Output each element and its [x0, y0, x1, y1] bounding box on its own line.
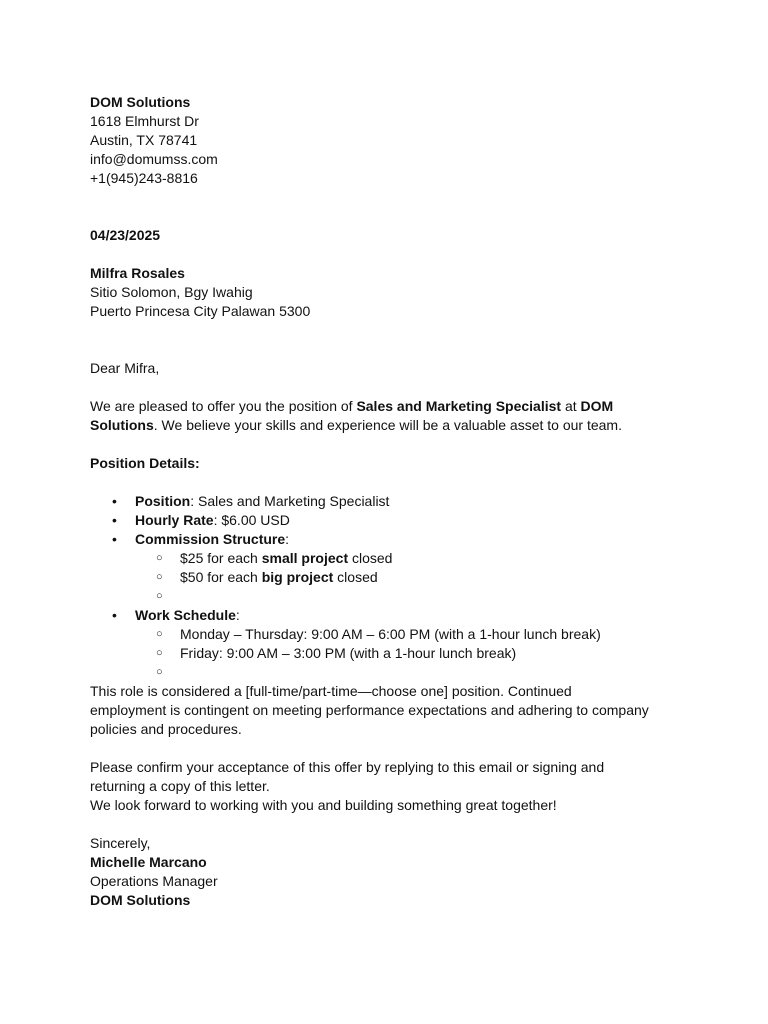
confirm-line-1: Please confirm your acceptance of this offer by replying to this email or signing and [90, 759, 605, 775]
role-paragraph [90, 682, 690, 739]
signer-title: Operations Manager [90, 873, 218, 889]
commission-big-text-c: closed [333, 569, 378, 585]
intro-company-b: Solutions [90, 417, 154, 433]
role-line-2: employment is contingent on meeting performance expectations and adhering to company [90, 702, 649, 718]
letter-date: 04/23/2025 [90, 227, 161, 243]
intro-text-2: at [561, 398, 581, 414]
sender-email: info@domumss.com [90, 151, 218, 167]
commission-big-text-b: big project [261, 569, 334, 585]
details-heading: Position Details: [90, 455, 200, 471]
look-forward-line: We look forward to working with you and building something great together! [90, 797, 557, 813]
commission-small-text-a: $25 for each [180, 550, 262, 566]
recipient-address-line-1: Sitio Solomon, Bgy Iwahig [90, 284, 253, 300]
detail-value: : [235, 607, 240, 623]
bullet-icon: • [112, 531, 117, 547]
list-item [90, 511, 690, 530]
sub-bullet-icon: ○ [156, 552, 163, 564]
bullet-icon: • [112, 512, 117, 528]
recipient-block [90, 264, 690, 321]
sender-phone: +1(945)243-8816 [90, 170, 198, 186]
recipient-address-line-2: Puerto Princesa City Palawan 5300 [90, 303, 311, 319]
detail-label: Position [135, 493, 191, 509]
detail-label: Work Schedule [135, 607, 236, 623]
intro-company-a: DOM [580, 398, 614, 414]
commission-small-text-b: small project [261, 550, 349, 566]
sub-list-item-empty [90, 587, 690, 606]
schedule-weekday: Monday – Thursday: 9:00 AM – 6:00 PM (with a 1-hour lunch break) [180, 626, 601, 642]
bullet-icon: • [112, 607, 117, 623]
recipient-name: Milfra Rosales [90, 265, 185, 281]
schedule-friday: Friday: 9:00 AM – 3:00 PM (with a 1-hour lunch break) [180, 645, 517, 661]
sender-block [90, 93, 690, 188]
signature-block [90, 834, 690, 910]
commission-small-text-c: closed [348, 550, 393, 566]
role-line-3: policies and procedures. [90, 721, 242, 737]
signer-name: Michelle Marcano [90, 854, 207, 870]
bullet-icon: • [112, 493, 117, 509]
sub-list-item [90, 549, 690, 568]
sender-company: DOM Solutions [90, 94, 191, 110]
detail-label: Hourly Rate [135, 512, 214, 528]
list-item [90, 530, 690, 549]
intro-paragraph [90, 397, 690, 435]
sub-list-item [90, 568, 690, 587]
sub-bullet-icon: ○ [156, 647, 163, 659]
sub-list-item [90, 625, 690, 644]
list-item [90, 606, 690, 625]
detail-value: : $6.00 USD [213, 512, 290, 528]
closing: Sincerely, [90, 835, 151, 851]
sub-list-item [90, 644, 690, 663]
confirm-line-2: returning a copy of this letter. [90, 778, 270, 794]
offer-letter [90, 93, 690, 910]
detail-value: : [285, 531, 290, 547]
sender-address-line-2: Austin, TX 78741 [90, 132, 198, 148]
position-details-list [90, 492, 690, 682]
sub-list-item-empty [90, 663, 690, 682]
intro-position: Sales and Marketing Specialist [356, 398, 562, 414]
sender-address-line-1: 1618 Elmhurst Dr [90, 113, 199, 129]
intro-text-3: . We believe your skills and experience will be a valuable asset to our team. [153, 417, 622, 433]
sub-bullet-icon: ○ [156, 571, 163, 583]
intro-text-1: We are pleased to offer you the position of [90, 398, 357, 414]
commission-big-text-a: $50 for each [180, 569, 262, 585]
greeting: Dear Mifra, [90, 360, 160, 376]
role-line-1: This role is considered a [full-time/part-time—choose one] position. Continued [90, 683, 572, 699]
signer-company: DOM Solutions [90, 892, 191, 908]
confirm-paragraph [90, 758, 690, 815]
detail-label: Commission Structure [135, 531, 286, 547]
sub-bullet-icon: ○ [156, 666, 163, 678]
sub-bullet-icon: ○ [156, 590, 163, 602]
sub-bullet-icon: ○ [156, 628, 163, 640]
detail-value: : Sales and Marketing Specialist [190, 493, 390, 509]
list-item [90, 492, 690, 511]
